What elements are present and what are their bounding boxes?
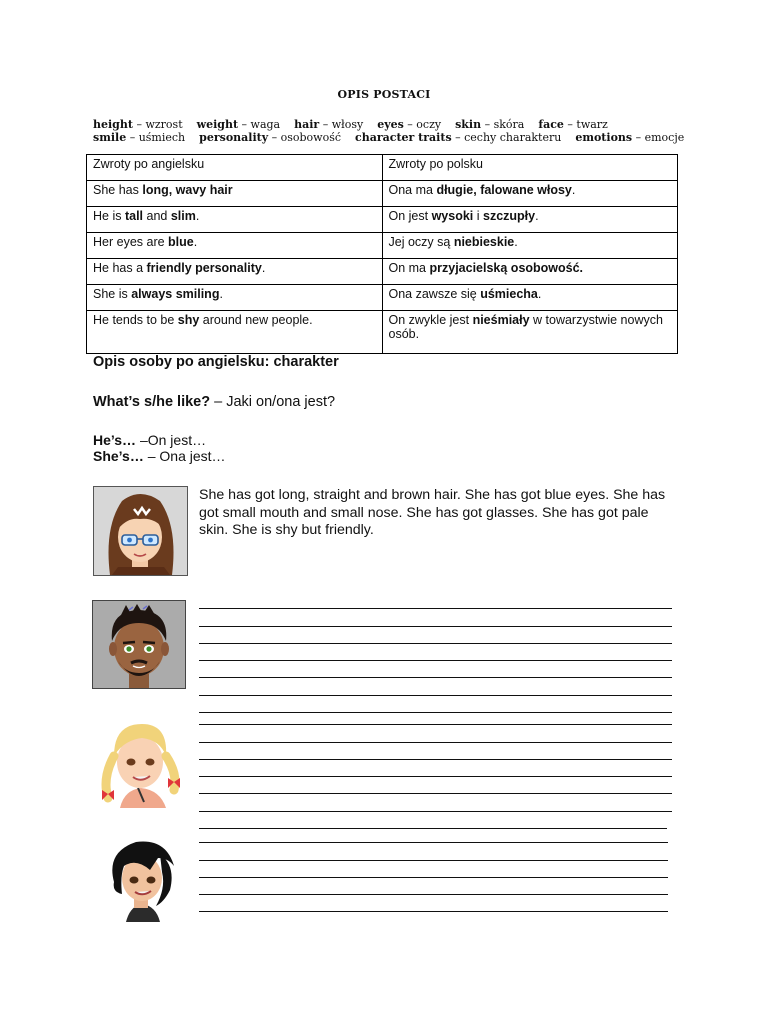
- phrase-text: .: [193, 235, 198, 249]
- section-heading: Opis osoby po angielsku: charakter: [93, 354, 339, 370]
- she-starter-english: She’s…: [93, 448, 144, 464]
- vocab-polish: waga: [250, 118, 281, 131]
- phrase-text: .: [195, 209, 200, 223]
- vocab-polish: skóra: [493, 118, 525, 131]
- vocab-english: eyes: [377, 118, 404, 131]
- table-row: [87, 207, 678, 233]
- phrase-key-words: uśmiecha: [480, 287, 538, 301]
- vocab-item: [377, 118, 441, 131]
- phrase-text: .: [571, 183, 576, 197]
- phrase-key-words: long, wavy hair: [142, 183, 233, 197]
- phrase-key-words: slim: [170, 209, 196, 223]
- phrase-key-words: przyjacielską osobowość.: [429, 261, 584, 275]
- vocab-english: skin: [455, 118, 482, 131]
- vocab-dash: –: [126, 131, 139, 144]
- vocab-dash: –: [451, 131, 465, 144]
- table-row: [87, 233, 678, 259]
- vocab-item: [455, 118, 524, 131]
- polish-phrase-cell: [382, 285, 678, 311]
- vocab-english: smile: [93, 131, 127, 144]
- girl-with-glasses-avatar-icon: [93, 486, 188, 576]
- phrase-key-words: blue: [168, 235, 194, 249]
- page-title: OPIS POSTACI: [337, 88, 431, 101]
- example-description: She has got long, straight and brown hair. She has got blue eyes. She has got small mouth and small nose. She has got glasses. She has got pale skin. She is shy but friendly.: [199, 487, 666, 538]
- english-phrase-cell: [87, 181, 383, 207]
- phrase-text: .: [261, 261, 266, 275]
- english-phrase-cell: [87, 259, 383, 285]
- phrase-key-words: always smiling: [131, 287, 220, 301]
- writing-lines-3: [199, 708, 672, 829]
- vocab-english: emotions: [575, 131, 633, 144]
- vocab-item: [93, 131, 185, 144]
- table-row: [87, 311, 678, 354]
- vocab-dash: –: [132, 118, 146, 131]
- vocab-polish: wzrost: [145, 118, 183, 131]
- vocab-polish: twarz: [576, 118, 608, 131]
- polish-phrase-cell: [382, 181, 678, 207]
- bearded-man-avatar-icon: [92, 600, 186, 689]
- english-phrase-cell: [87, 233, 383, 259]
- english-phrase-cell: [87, 285, 383, 311]
- he-starter-polish: –On jest…: [136, 432, 207, 448]
- he-starter-english: He’s…: [93, 432, 137, 448]
- vocabulary-row-2: [93, 131, 698, 144]
- vocabulary-row-1: [93, 118, 622, 131]
- phrase-text: i: [473, 209, 483, 223]
- answer-starters: [93, 432, 226, 464]
- phrase-text: She has: [93, 183, 143, 197]
- phrase-text: Ona zawsze się: [388, 287, 481, 301]
- vocab-polish: osobowość: [280, 131, 342, 144]
- vocab-english: face: [538, 118, 564, 131]
- phrase-text: around new people.: [199, 313, 313, 327]
- phrase-text: On ma: [388, 261, 430, 275]
- polish-phrase-cell: [382, 233, 678, 259]
- vocab-dash: –: [632, 131, 645, 144]
- vocab-item: [538, 118, 608, 131]
- vocab-polish: oczy: [416, 118, 442, 131]
- vocab-polish: cechy charakteru: [464, 131, 562, 144]
- black-haired-girl-avatar-icon: [96, 832, 188, 922]
- phrase-text: She is: [93, 287, 132, 301]
- phrase-text: Ona ma: [388, 183, 437, 197]
- vocab-item: [197, 118, 281, 131]
- vocab-dash: –: [403, 118, 417, 131]
- vocab-polish: włosy: [331, 118, 364, 131]
- polish-phrase-cell: [382, 207, 678, 233]
- vocab-item: [575, 131, 684, 144]
- english-phrase-cell: [87, 311, 383, 354]
- phrase-text: .: [514, 235, 518, 249]
- vocab-english: height: [93, 118, 133, 131]
- phrase-text: He tends to be: [93, 313, 178, 327]
- phrase-text: Jej oczy są: [388, 235, 454, 249]
- vocab-item: [355, 131, 561, 144]
- question-line: [93, 394, 335, 410]
- writing-lines-2: [199, 592, 672, 713]
- phrase-key-words: niebieskie: [453, 235, 515, 249]
- vocab-dash: –: [319, 118, 332, 131]
- polish-phrase-cell: [382, 311, 678, 354]
- question-polish: – Jaki on/ona jest?: [210, 394, 336, 410]
- vocab-polish: uśmiech: [138, 131, 186, 144]
- phrase-text: .: [537, 287, 542, 301]
- phrase-text: On jest: [388, 209, 432, 223]
- vocab-dash: –: [481, 118, 494, 131]
- header-english: Zwroty po angielsku: [87, 155, 383, 181]
- blonde-girl-avatar-icon: [94, 716, 188, 808]
- phrase-key-words: długie, falowane włosy: [436, 183, 572, 197]
- phrase-text: He is: [93, 209, 125, 223]
- vocab-english: weight: [196, 118, 239, 131]
- vocab-english: hair: [294, 118, 320, 131]
- phrase-key-words: wysoki: [431, 209, 474, 223]
- phrase-text: w towarzystwie nowych osób.: [388, 313, 663, 341]
- phrase-text: .: [219, 287, 223, 301]
- phrase-text: and: [143, 209, 171, 223]
- english-phrase-cell: [87, 207, 383, 233]
- vocab-english: personality: [199, 131, 269, 144]
- vocab-dash: –: [268, 131, 281, 144]
- writing-lines-4: [199, 826, 668, 912]
- table-row: [87, 285, 678, 311]
- vocab-item: [93, 118, 183, 131]
- table-row: [87, 259, 678, 285]
- phrase-key-words: nieśmiały: [472, 313, 530, 327]
- vocab-item: [294, 118, 363, 131]
- vocab-dash: –: [238, 118, 251, 131]
- phrase-key-words: tall: [124, 209, 144, 223]
- phrase-key-words: szczupły: [483, 209, 536, 223]
- vocab-english: character traits: [355, 131, 452, 144]
- she-starter-polish: – Ona jest…: [143, 448, 226, 464]
- phrase-text: He has a: [93, 261, 147, 275]
- phrase-text: Her eyes are: [93, 235, 169, 249]
- header-polish: Zwroty po polsku: [382, 155, 678, 181]
- question-english: What’s s/he like?: [93, 394, 211, 410]
- vocab-polish: emocje: [644, 131, 685, 144]
- vocab-item: [199, 131, 341, 144]
- phrase-text: On zwykle jest: [388, 313, 473, 327]
- phrase-key-words: friendly personality: [146, 261, 262, 275]
- phrase-key-words: shy: [177, 313, 200, 327]
- table-row: [87, 181, 678, 207]
- phrases-table: [86, 154, 678, 354]
- vocab-dash: –: [563, 118, 577, 131]
- polish-phrase-cell: [382, 259, 678, 285]
- table-header-row: [87, 155, 678, 181]
- phrase-text: .: [535, 209, 539, 223]
